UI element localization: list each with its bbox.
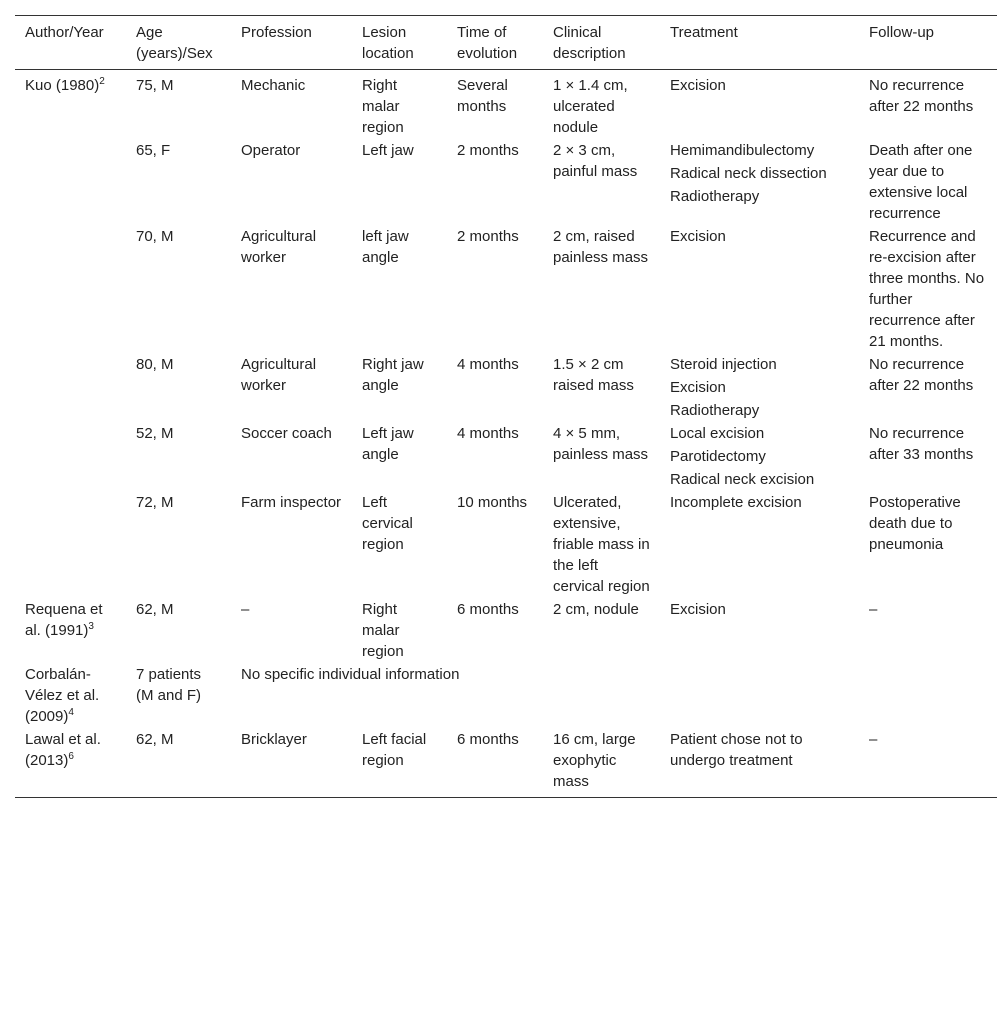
follow-up-cell: Death after one year due to extensive local recurrence [869, 142, 973, 222]
author-year-cell [15, 423, 126, 492]
clinical-description-cell: 1.5 × 2 cm raised mass [553, 356, 634, 394]
note-cell: No specific individual information [241, 666, 460, 683]
age-sex-cell: 80, M [136, 356, 174, 373]
age-sex-cell: 75, M [136, 77, 174, 94]
table-row [15, 226, 997, 354]
treatment-cell [660, 423, 859, 492]
treatment-item: Parotidectomy [670, 448, 766, 465]
column-header: Lesion location [362, 24, 414, 62]
lesion-location-cell: Right malar region [362, 77, 404, 136]
author-year-text: Lawal et al. (2013) [25, 731, 101, 769]
clinical-description-cell: Ulcerated, extensive, friable mass in the left cervical region [553, 494, 650, 595]
treatment-item: Radical neck dissection [670, 165, 827, 182]
author-year-cell [15, 729, 126, 798]
author-year-cell [15, 140, 126, 226]
table-row [15, 140, 997, 226]
profession-cell: Mechanic [241, 77, 306, 94]
table-row [15, 492, 997, 599]
author-year-cell [15, 70, 126, 141]
treatment-item: Radiotherapy [670, 188, 760, 205]
case-reports-table [15, 15, 997, 798]
lesion-location-cell: left jaw angle [362, 228, 409, 266]
author-year-text: Requena et al. (1991) [25, 601, 103, 639]
follow-up-cell: Postoperative death due to pneumonia [869, 494, 961, 553]
reference-number: 4 [68, 707, 74, 718]
table-row [15, 354, 997, 423]
treatment-cell [660, 354, 859, 423]
follow-up-cell: Recurrence and re-excision after three months. No further recurrence after 21 months. [869, 228, 985, 350]
treatment-item: Radical neck excision [670, 471, 815, 488]
lesion-location-cell: Right malar region [362, 601, 404, 660]
table-row [15, 423, 997, 492]
age-sex-cell: 70, M [136, 228, 174, 245]
clinical-description-cell: 4 × 5 mm, painless mass [553, 425, 649, 463]
follow-up-cell: – [869, 601, 878, 618]
reference-number: 2 [99, 76, 105, 87]
profession-cell: Farm inspector [241, 494, 342, 511]
age-sex-cell: 52, M [136, 425, 174, 442]
time-of-evolution-cell: 4 months [457, 425, 519, 442]
table-row [15, 599, 997, 664]
author-year-cell [15, 354, 126, 423]
profession-cell: – [241, 601, 250, 618]
author-year-text: Corbalán-Vélez et al. (2009) [25, 666, 100, 725]
column-header: Treatment [670, 24, 738, 41]
lesion-location-cell: Left jaw angle [362, 425, 414, 463]
author-year-cell [15, 599, 126, 664]
treatment-item: Incomplete excision [670, 494, 802, 511]
treatment-cell [660, 492, 859, 599]
profession-cell: Soccer coach [241, 425, 332, 442]
lesion-location-cell: Left facial region [362, 731, 427, 769]
time-of-evolution-cell: 10 months [457, 494, 528, 511]
author-year-cell [15, 664, 126, 729]
author-year-cell [15, 492, 126, 599]
profession-cell: Agricultural worker [241, 228, 317, 266]
follow-up-cell: No recurrence after 33 months [869, 425, 974, 463]
age-sex-cell: 7 patients (M and F) [136, 666, 202, 704]
follow-up-cell: – [869, 731, 878, 748]
table-header [15, 16, 997, 70]
table-body [15, 70, 997, 798]
age-sex-cell: 62, M [136, 601, 174, 618]
clinical-description-cell: 2 cm, raised painless mass [553, 228, 649, 266]
header-row [15, 16, 997, 70]
age-sex-cell: 72, M [136, 494, 174, 511]
profession-cell: Operator [241, 142, 301, 159]
follow-up-cell: No recurrence after 22 months [869, 356, 974, 394]
reference-number: 3 [88, 621, 94, 632]
treatment-item: Excision [670, 601, 726, 618]
age-sex-cell: 65, F [136, 142, 171, 159]
column-header: Age (years)/Sex [136, 24, 213, 62]
reference-number: 6 [68, 751, 74, 762]
time-of-evolution-cell: 6 months [457, 731, 519, 748]
table-row [15, 70, 997, 141]
treatment-cell [660, 599, 859, 664]
time-of-evolution-cell: 2 months [457, 228, 519, 245]
profession-cell: Bricklayer [241, 731, 307, 748]
column-header: Clinical description [553, 24, 626, 62]
treatment-cell [660, 226, 859, 354]
table-row [15, 729, 997, 798]
case-table-container [15, 15, 997, 798]
time-of-evolution-cell: 4 months [457, 356, 519, 373]
treatment-item: Radiotherapy [670, 402, 760, 419]
column-header: Time of evolution [457, 24, 518, 62]
author-year-text: Kuo (1980) [25, 77, 100, 94]
clinical-description-cell: 2 × 3 cm, painful mass [553, 142, 638, 180]
column-header: Profession [241, 24, 312, 41]
column-header: Author/Year [25, 24, 104, 41]
treatment-item: Excision [670, 379, 726, 396]
time-of-evolution-cell: 6 months [457, 601, 519, 618]
clinical-description-cell: 1 × 1.4 cm, ulcerated nodule [553, 77, 628, 136]
clinical-description-cell: 2 cm, nodule [553, 601, 639, 618]
author-year-cell [15, 226, 126, 354]
treatment-item: Patient chose not to undergo treatment [670, 731, 803, 769]
treatment-item: Steroid injection [670, 356, 777, 373]
time-of-evolution-cell: Several months [457, 77, 508, 115]
column-header: Follow-up [869, 24, 935, 41]
treatment-cell [660, 140, 859, 226]
lesion-location-cell: Right jaw angle [362, 356, 424, 394]
table-row [15, 664, 997, 729]
treatment-item: Excision [670, 228, 726, 245]
clinical-description-cell: 16 cm, large exophytic mass [553, 731, 636, 790]
profession-cell: Agricultural worker [241, 356, 317, 394]
lesion-location-cell: Left jaw [362, 142, 414, 159]
lesion-location-cell: Left cervical region [362, 494, 413, 553]
treatment-cell [660, 70, 859, 141]
treatment-item: Local excision [670, 425, 765, 442]
age-sex-cell: 62, M [136, 731, 174, 748]
treatment-cell [660, 729, 859, 798]
treatment-item: Hemimandibulectomy [670, 142, 815, 159]
time-of-evolution-cell: 2 months [457, 142, 519, 159]
treatment-item: Excision [670, 77, 726, 94]
follow-up-cell: No recurrence after 22 months [869, 77, 974, 115]
